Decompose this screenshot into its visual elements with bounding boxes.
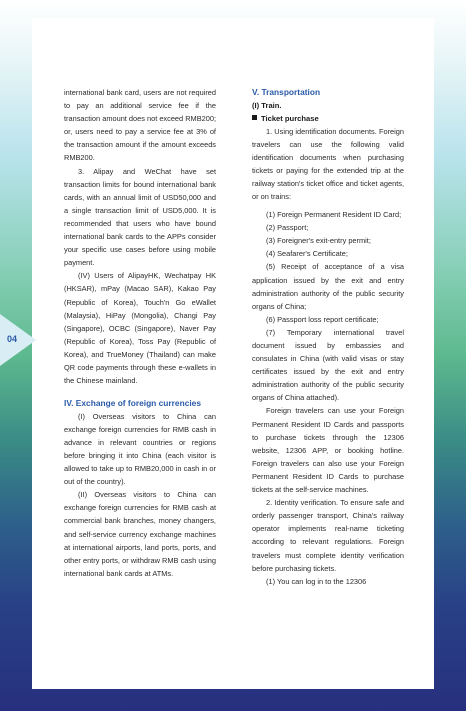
- list-item: (2) Passport;: [266, 223, 309, 233]
- right-column: [252, 86, 404, 588]
- list-item: (1) Foreign Permanent Resident ID Card;: [266, 210, 402, 220]
- paragraph: international bank card, users are not required to pay an additional service fee if the transaction amount does not exceed RMB200; or, users need to pay a service fee at 3% of the transaction amount if the amount exceeds RMB200.: [64, 88, 217, 163]
- list-item: (3) Foreigner's exit-entry permit;: [266, 236, 371, 246]
- subheading-ticket-purchase: [252, 112, 404, 125]
- paragraph: (I) Overseas visitors to China can exchange foreign currencies for RMB cash in advance in relevant countries or regions before bringing it into China (each visitor is allowed to take up to RMB20,000 in cash in or out of the country).: [64, 411, 216, 487]
- paragraph: (IV) Users of AlipayHK, Wechatpay HK (HKSAR), mPay (Macao SAR), Kakao Pay (Republic of Korea), Touch'n Go eWallet (Malaysia), HiPay (Mongolia), Changi Pay (Singapore), OCBC (Singapore), Naver Pay (Republic of Korea), Toss Pay (Republic of Korea), and TrueMoney (Thailand) can make QR code payments through these e-wallets in the Chinese mainland.: [64, 271, 216, 386]
- list-item: (4) Seafarer's Certificate;: [266, 249, 348, 259]
- paragraph: 1. Using identification documents. Foreign travelers can use the following valid identification documents when purchasing tickets or paying for the extended trip at the railway station's ticket office and ticket agents, or on trains:: [252, 126, 404, 201]
- square-bullet-icon: [252, 115, 257, 120]
- subheading-label: Ticket purchase: [261, 113, 319, 123]
- subheading-train: (I) Train.: [252, 100, 282, 110]
- paragraph: (II) Overseas visitors to China can exchange foreign currencies for RMB cash at commercial bank branches, money changers, and self-service currency exchange machines at international airports, land ports, ports, and other entry ports, or withdraw RMB cash using international bank cards at ATMs.: [64, 490, 216, 578]
- paragraph: Foreign travelers can use your Foreign Permanent Resident ID Cards and passports to purchase tickets through the 12306 website, 12306 APP, or booking hotline. Foreign travelers can also use your Foreign Permanent Resident ID Cards to purchase tickets at the self-service machines.: [252, 406, 404, 495]
- page-number-tab-icon: [0, 314, 36, 366]
- document-page: [32, 18, 434, 689]
- section-heading-transportation: V. Transportation: [252, 87, 321, 97]
- paragraph: (1) You can log in to the 12306: [266, 576, 367, 586]
- list-item: (6) Passport loss report certificate;: [266, 314, 379, 324]
- section-heading-exchange: IV. Exchange of foreign currencies: [64, 398, 201, 409]
- left-column: [64, 86, 216, 580]
- page-number: 04: [7, 334, 18, 344]
- list-item: (7) Temporary international travel document issued by embassies and consulates in China (with valid visas or stay certificates issued by the exit and entry administration authority of the public security organs of China attached).: [252, 327, 404, 403]
- paragraph: 2. Identity verification. To ensure safe and orderly passenger transport, China's railway operator implements real-name ticketing according to relevant regulations. Foreign travelers must complete identity verification before purchasing tickets.: [252, 498, 404, 573]
- paragraph: 3. Alipay and WeChat have set transaction limits for bound international bank cards, with an annual limit of USD50,000 and a single transaction limit of USD5,000. It is recommended that users who have bound international bank cards to the APPs consider your specific use cases before using mobile payment.: [64, 166, 216, 268]
- list-item: (5) Receipt of acceptance of a visa application issued by the exit and entry administration authority of the public security organs of China;: [252, 262, 404, 311]
